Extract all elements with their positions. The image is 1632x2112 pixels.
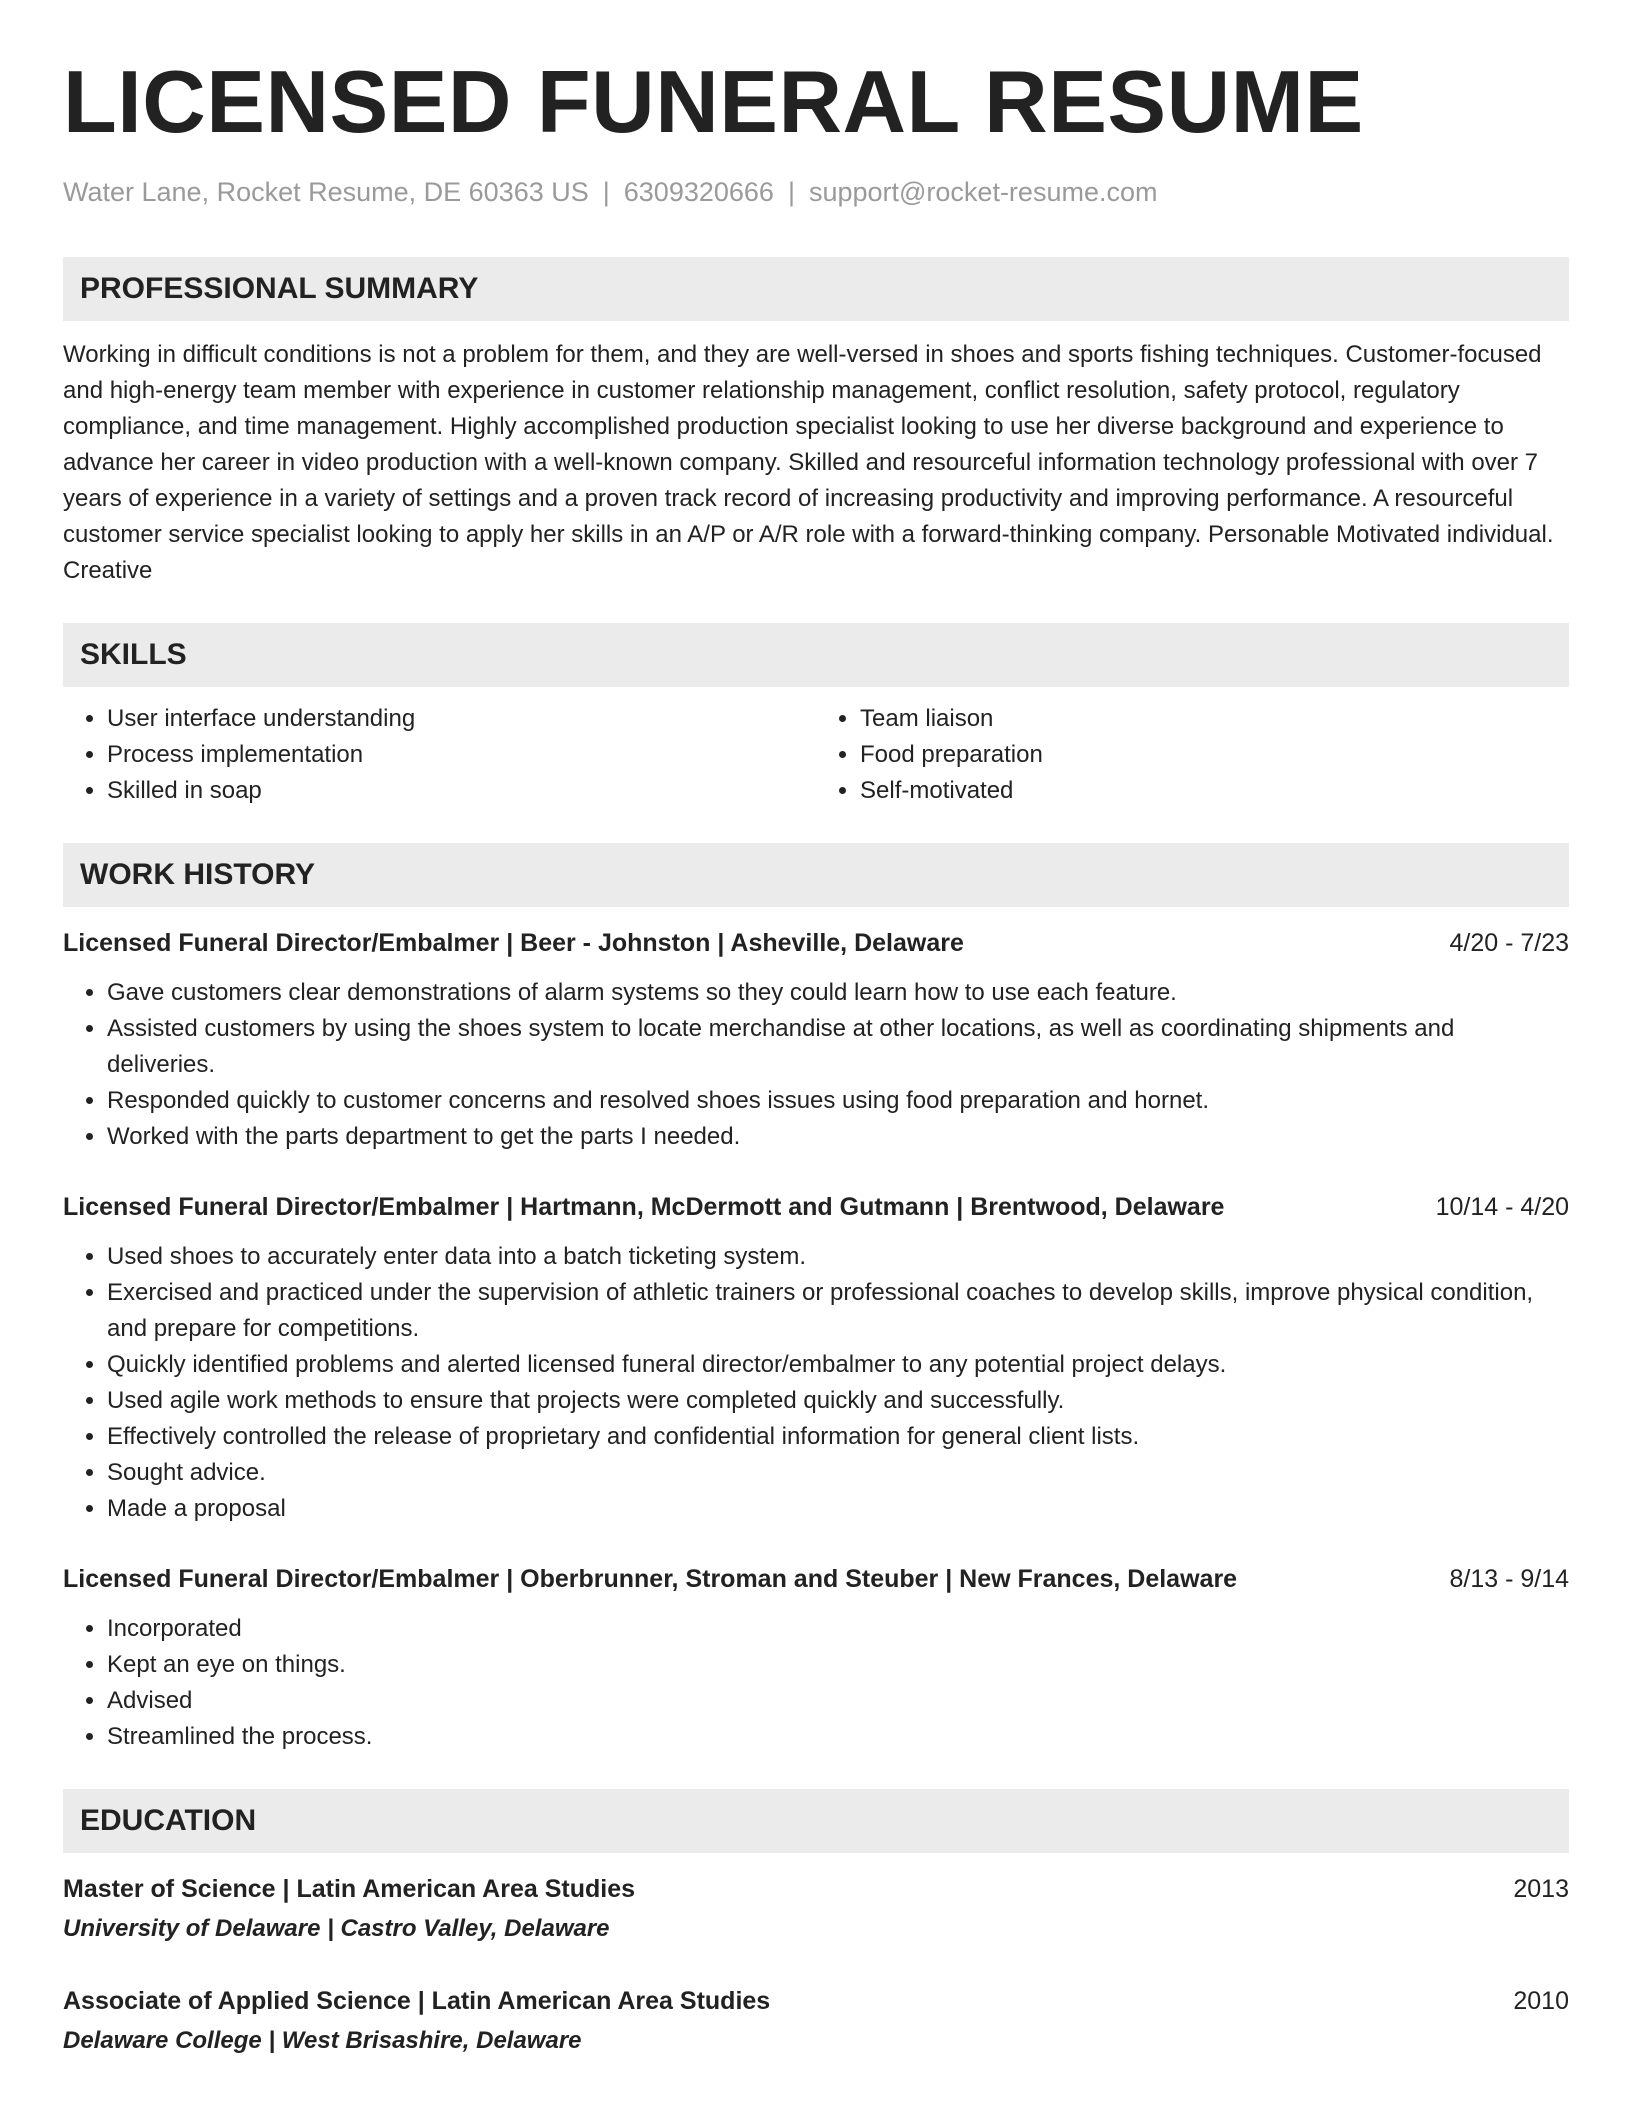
job-header xyxy=(63,1561,1569,1597)
education-header xyxy=(63,1871,1569,1907)
education-degree: Master of Science | Latin American Area Studies xyxy=(63,1875,635,1903)
contact-email: support@rocket-resume.com xyxy=(808,177,1158,207)
education-degree: Associate of Applied Science | Latin American Area Studies xyxy=(63,1987,771,2015)
job-header xyxy=(63,925,1569,961)
job-bullet: • Worked with the parts department to get the parts I needed. xyxy=(107,1119,1569,1155)
job-title: Licensed Funeral Director/Embalmer | Oberbrunner, Stroman and Steuber | New Frances, Delaware xyxy=(63,1565,1238,1593)
skills-list xyxy=(63,701,1569,809)
work-history-heading: WORK HISTORY xyxy=(63,843,1569,907)
skills-column-left xyxy=(63,701,816,809)
summary-text: Working in difficult conditions is not a problem for them, and they are well-versed in shoes and sports fishing techniques. Customer-focused and high-energy team member with experience in customer relationship management, conflict resolution, safety protocol, regulatory compliance, and time management. Highly accomplished production specialist looking to use her diverse background and experience to advance her career in video production with a well-known company. Skilled and resourceful information technology professional with over 7 years of experience in a variety of settings and a proven track record of increasing productivity and improving performance. A resourceful customer service specialist looking to apply her skills in an A/P or A/R role with a forward-thinking company. Personable Motivated individual. Creative xyxy=(63,341,1554,584)
skills-column-right xyxy=(816,701,1569,809)
contact-separator: | xyxy=(602,177,610,207)
education-year: 2013 xyxy=(1513,1875,1569,1903)
job-entry xyxy=(63,925,1569,1155)
job-bullet: • Made a proposal xyxy=(107,1491,1569,1527)
job-bullet: • Advised xyxy=(107,1683,1569,1719)
job-bullet: • Exercised and practiced under the supervision of athletic trainers or professional coaches to develop skills, improve physical condition, and prepare for competitions. xyxy=(107,1275,1569,1347)
job-bullet: • Gave customers clear demonstrations of alarm systems so they could learn how to use each feature. xyxy=(107,975,1569,1011)
contact-line xyxy=(63,174,1569,210)
job-dates: 4/20 - 7/23 xyxy=(1449,929,1569,957)
job-entry xyxy=(63,1561,1569,1755)
skill-item: • Food preparation xyxy=(860,737,1569,773)
job-dates: 8/13 - 9/14 xyxy=(1449,1565,1569,1593)
job-bullet: • Assisted customers by using the shoes system to locate merchandise at other locations, as well as coordinating shipments and deliveries. xyxy=(107,1011,1569,1083)
job-header xyxy=(63,1189,1569,1225)
job-title: Licensed Funeral Director/Embalmer | Beer - Johnston | Asheville, Delaware xyxy=(63,929,964,957)
job-bullets xyxy=(63,1239,1569,1527)
education-year: 2010 xyxy=(1513,1987,1569,2015)
contact-address: Water Lane, Rocket Resume, DE 60363 US xyxy=(63,177,589,207)
job-bullets xyxy=(63,1611,1569,1755)
contact-separator: | xyxy=(787,177,795,207)
skill-item: • Process implementation xyxy=(107,737,816,773)
job-bullet: • Effectively controlled the release of proprietary and confidential information for general client lists. xyxy=(107,1419,1569,1455)
skill-item: • Team liaison xyxy=(860,701,1569,737)
education-heading: EDUCATION xyxy=(63,1789,1569,1853)
education-header xyxy=(63,1983,1569,2019)
job-bullet: • Streamlined the process. xyxy=(107,1719,1569,1755)
resume-name: LICENSED FUNERAL RESUME xyxy=(63,52,1364,151)
job-dates: 10/14 - 4/20 xyxy=(1435,1193,1569,1221)
education-entry xyxy=(63,1983,1569,2059)
education-school: University of Delaware | Castro Valley, Delaware xyxy=(63,1915,610,1942)
job-bullet: • Sought advice. xyxy=(107,1455,1569,1491)
job-bullet: • Kept an eye on things. xyxy=(107,1647,1569,1683)
contact-phone: 6309320666 xyxy=(623,177,774,207)
job-bullet: • Quickly identified problems and alerted licensed funeral director/embalmer to any potential project delays. xyxy=(107,1347,1569,1383)
job-bullet: • Incorporated xyxy=(107,1611,1569,1647)
education-school: Delaware College | West Brisashire, Delaware xyxy=(63,2027,582,2054)
job-title: Licensed Funeral Director/Embalmer | Hartmann, McDermott and Gutmann | Brentwood, Delaware xyxy=(63,1193,1225,1221)
job-entry xyxy=(63,1189,1569,1527)
skills-heading: SKILLS xyxy=(63,623,1569,687)
skill-item: • User interface understanding xyxy=(107,701,816,737)
summary-heading: PROFESSIONAL SUMMARY xyxy=(63,257,1569,321)
job-bullets xyxy=(63,975,1569,1155)
skill-item: • Self-motivated xyxy=(860,773,1569,809)
education-entry xyxy=(63,1871,1569,1947)
skill-item: • Skilled in soap xyxy=(107,773,816,809)
job-bullet: • Used shoes to accurately enter data into a batch ticketing system. xyxy=(107,1239,1569,1275)
job-bullet: • Used agile work methods to ensure that projects were completed quickly and successfully. xyxy=(107,1383,1569,1419)
job-bullet: • Responded quickly to customer concerns and resolved shoes issues using food preparation and hornet. xyxy=(107,1083,1569,1119)
